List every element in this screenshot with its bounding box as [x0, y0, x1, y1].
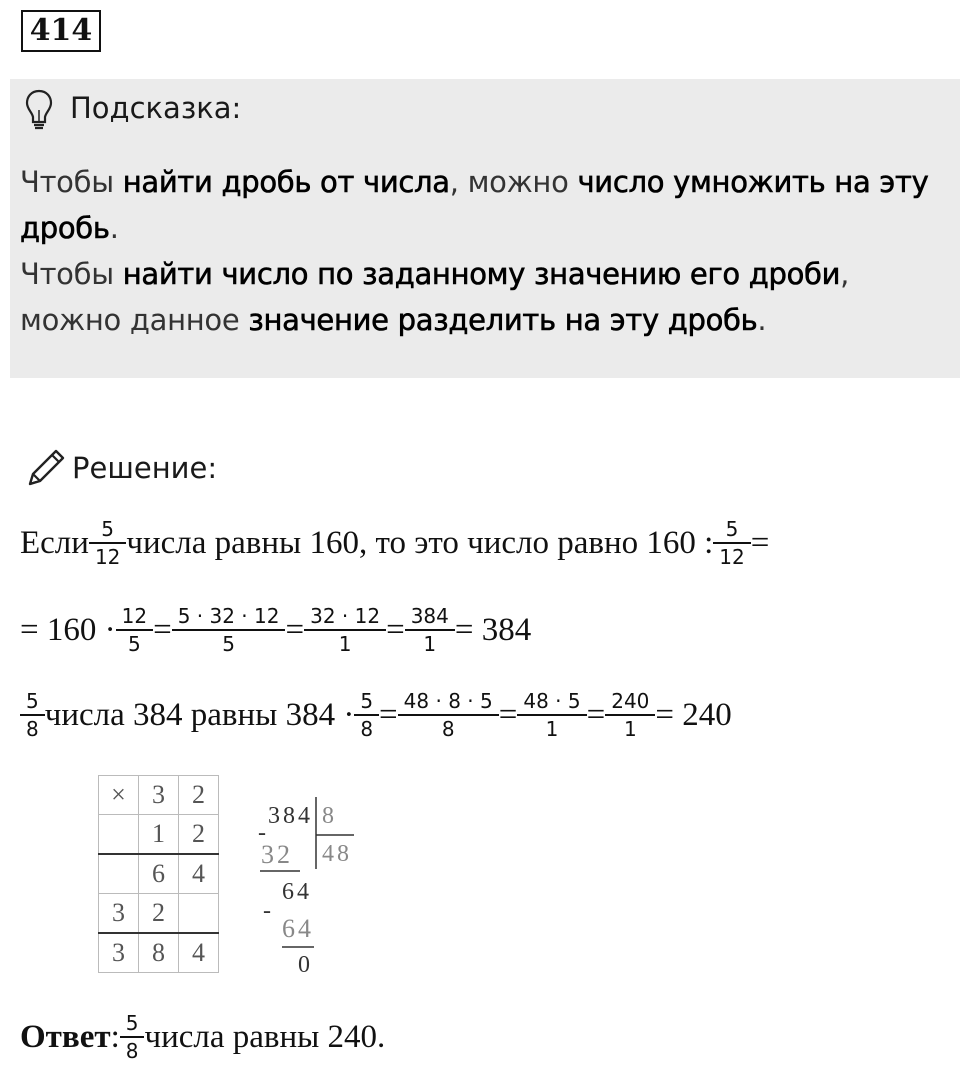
fraction: $\frac{48 \cdot 8 \cdot 5}{8}$ — [401, 688, 496, 742]
pencil-icon — [24, 446, 68, 490]
hint-box — [10, 79, 960, 378]
fraction: $\frac{12}{5}$ — [119, 603, 150, 657]
fraction: $\frac{5}{12}$ — [92, 516, 123, 570]
fraction: $\frac{5}{8}$ — [357, 688, 376, 742]
lightbulb-icon — [24, 88, 54, 132]
multiplication-table: × 3 2 1 2 6 4 3 2 3 8 4 — [98, 775, 219, 973]
fraction: $\frac{384}{1}$ — [408, 603, 452, 657]
fraction: $\frac{32 \cdot 12}{1}$ — [307, 603, 383, 657]
solution-title: Решение: — [72, 451, 218, 485]
solution-line-2: = 160 · $\frac{12}{5}$ = $\frac{5 \cdot 32 \cdot 12}{5}$ = $\frac{32 \cdot 12}{1}$ = $\frac{384}{1}$ = 384 — [20, 604, 532, 656]
fraction: $\frac{5 \cdot 32 \cdot 12}{5}$ — [175, 603, 283, 657]
task-number: 414 — [21, 10, 101, 52]
solution-line-3: $\frac{5}{8}$ числа 384 равны 384 · $\frac{5}{8}$ = $\frac{48 \cdot 8 \cdot 5}{8}$ = $\frac{48 \cdot 5}{1}$ = $\frac{240}{1}$ = 240 — [20, 688, 732, 742]
solution-line-1: Если $\frac{5}{12}$ числа равны 160, то это число равно 160 : $\frac{5}{12}$ = — [20, 517, 770, 569]
hint-text: Чтобы найти дробь от числа, можно число умножить на эту дробь. Чтобы найти число по заданному значению его дроби, можно данное значение разделить на эту дробь. — [20, 165, 929, 337]
answer: Ответ : $\frac{5}{8}$ числа равны 240. — [20, 1011, 386, 1063]
fraction: $\frac{48 \cdot 5}{1}$ — [520, 688, 583, 742]
fraction: $\frac{5}{8}$ — [23, 688, 42, 742]
fraction: $\frac{240}{1}$ — [608, 688, 652, 742]
hint-title: Подсказка: — [70, 91, 242, 125]
fraction: $\frac{5}{8}$ — [123, 1010, 142, 1064]
fraction: $\frac{5}{12}$ — [716, 516, 747, 570]
